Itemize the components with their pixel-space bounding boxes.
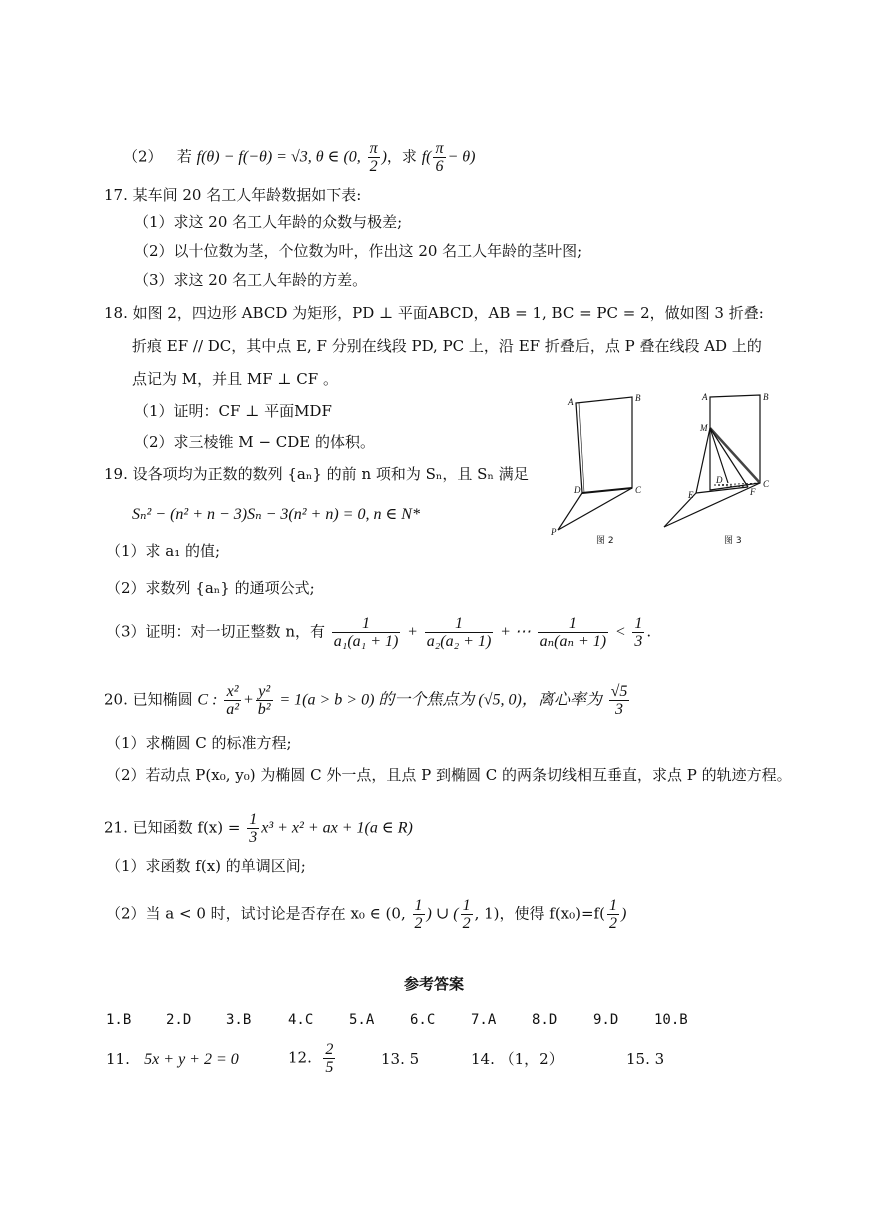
q18-part2: （2）求三棱锥 M − CDE 的体积。 [134,433,375,451]
pi-over-2: $\frac{\pi}{2}$ [369,140,378,175]
q18-line1: 18. 如图 2，四边形 ABCD 为矩形，PD ⊥ 平面ABCD，AB = 1, BC = PC = 2，做如图 3 折叠: [104,304,764,322]
half-c: $\frac{1}{2}$ [608,897,617,932]
answer-14: 14. （1，2） [471,1050,564,1068]
answer-3: 3.B [226,1012,252,1028]
q16-part2: （2） 若 f(θ) − f(−θ) = √3, θ ∈ (0, $\frac{\pi}{2}$ )，求 f( $\frac{\pi}{6}$ − θ) [123,140,476,175]
half-a: $\frac{1}{2}$ [414,897,423,932]
one-third: $\frac{1}{3}$ [249,811,258,846]
two-fifths: $\frac{2}{5}$ [325,1041,334,1076]
y2-over-b2: $\frac{\text{y²}}{\text{b²}}$ [257,683,271,718]
q19-part2: （2）求数列 {aₙ} 的通项公式; [106,579,315,597]
figure-3 [664,395,760,527]
half-b: $\frac{1}{2}$ [462,897,471,932]
q19-part3: （3）证明：对一切正整数 n，有 $\frac{1}{\text{a₁(a₁ + 1)}}$ + $\frac{1}{\text{a₂(a₂ + 1)}}$ + ⋯ $\frac{1}{\text{aₙ(aₙ + 1)}}$ < $\frac{1}{3}$ . [106,615,652,650]
answer-7: 7.A [471,1012,497,1028]
q18-line3: 点记为 M，并且 MF ⊥ CF 。 [132,370,338,388]
fig3-label-c: C [763,479,770,489]
fig2-label-a: A [568,397,574,407]
x2-over-a2: $\frac{\text{x²}}{\text{a²}}$ [226,683,239,718]
answer-15: 15. 3 [626,1050,665,1068]
fig3-label-b: B [763,392,769,402]
q21-part2: （2）当 a < 0 时，试讨论是否存在 x₀ ∈ (0, $\frac{1}{2}$ ) ∪ ( $\frac{1}{2}$ , 1)，使得 f(x₀)=f( $\frac{1}{2}$ ) [106,897,627,932]
q19-part1: （1）求 a₁ 的值; [106,542,221,560]
geometry-figures [548,385,788,550]
answer-10: 10.B [654,1012,688,1028]
fig2-label-c: C [635,485,642,495]
q19-stem: 19. 设各项均为正数的数列 {aₙ} 的前 n 项和为 Sₙ，且 Sₙ 满足 [104,465,529,483]
answer-8: 8.D [532,1012,558,1028]
q18-line2: 折痕 EF // DC，其中点 E, F 分别在线段 PD, PC 上，沿 EF 折叠后，点 P 叠在线段 AD 上的 [132,337,762,355]
eccentricity: $\frac{√5}{3}$ [610,683,628,718]
fig2-caption: 图 2 [596,536,614,546]
answer-9: 9.D [593,1012,619,1028]
q17-part3: （3）求这 20 名工人年龄的方差。 [134,271,368,289]
q20-part1: （1）求椭圆 C 的标准方程; [106,734,292,752]
q20-part2: （2）若动点 P(x₀, y₀) 为椭圆 C 外一点，且点 P 到椭圆 C 的两条切线相互垂直，求点 P 的轨迹方程。 [106,766,792,784]
answer-2: 2.D [166,1012,192,1028]
q17-part1: （1）求这 20 名工人年龄的众数与极差; [134,213,403,231]
answer-12: 12. $\frac{2}{5}$ [288,1041,334,1076]
answer-6: 6.C [410,1012,436,1028]
q20-stem: 20. 已知椭圆 C : $\frac{\text{x²}}{\text{a²}}$ + $\frac{\text{y²}}{\text{b²}}$ = 1(a > b > 0) 的一个焦点为 (√5, 0)，离心率为 $\frac{√5}{3}$ [104,683,628,718]
frac-term-n: $\frac{1}{\text{aₙ(aₙ + 1)}}$ [539,615,607,650]
fig3-label-d: D [716,475,723,485]
answer-11: 11. 5x + y + 2 = 0 [106,1050,239,1068]
fig3-label-m: M [700,423,708,433]
answer-1: 1.B [106,1012,132,1028]
answers-title: 参考答案 [404,975,465,993]
fig3-label-a: A [702,392,708,402]
q18-part1: （1）证明：CF ⊥ 平面MDF [134,402,332,420]
frac-term-1: $\frac{1}{\text{a₁(a₁ + 1)}}$ [333,615,399,650]
q17-part2: （2）以十位数为茎，个位数为叶，作出这 20 名工人年龄的茎叶图; [134,242,583,260]
figure-2 [558,397,632,530]
q17-stem: 17. 某车间 20 名工人年龄数据如下表: [104,186,362,204]
frac-one-third: $\frac{1}{3}$ [634,615,643,650]
q19-equation: Sₙ² − (n² + n − 3)Sₙ − 3(n² + n) = 0, n ∈ N* [132,506,420,523]
fig2-label-p: P [551,527,557,537]
fig2-label-d: D [574,485,581,495]
fig2-label-b: B [635,393,641,403]
frac-term-2: $\frac{1}{\text{a₂(a₂ + 1)}}$ [426,615,492,650]
fig3-caption: 图 3 [724,536,742,546]
fig3-label-e: E [688,490,694,500]
q21-part1: （1）求函数 f(x) 的单调区间; [106,857,306,875]
pi-over-6: $\frac{\pi}{6}$ [435,140,444,175]
answer-5: 5.A [349,1012,375,1028]
answer-4: 4.C [288,1012,314,1028]
q21-stem: 21. 已知函数 f(x) = $\frac{1}{3}$ x³ + x² + ax + 1(a ∈ R) [104,811,413,846]
answer-13: 13. 5 [381,1050,420,1068]
fig3-label-f: F [750,487,756,497]
